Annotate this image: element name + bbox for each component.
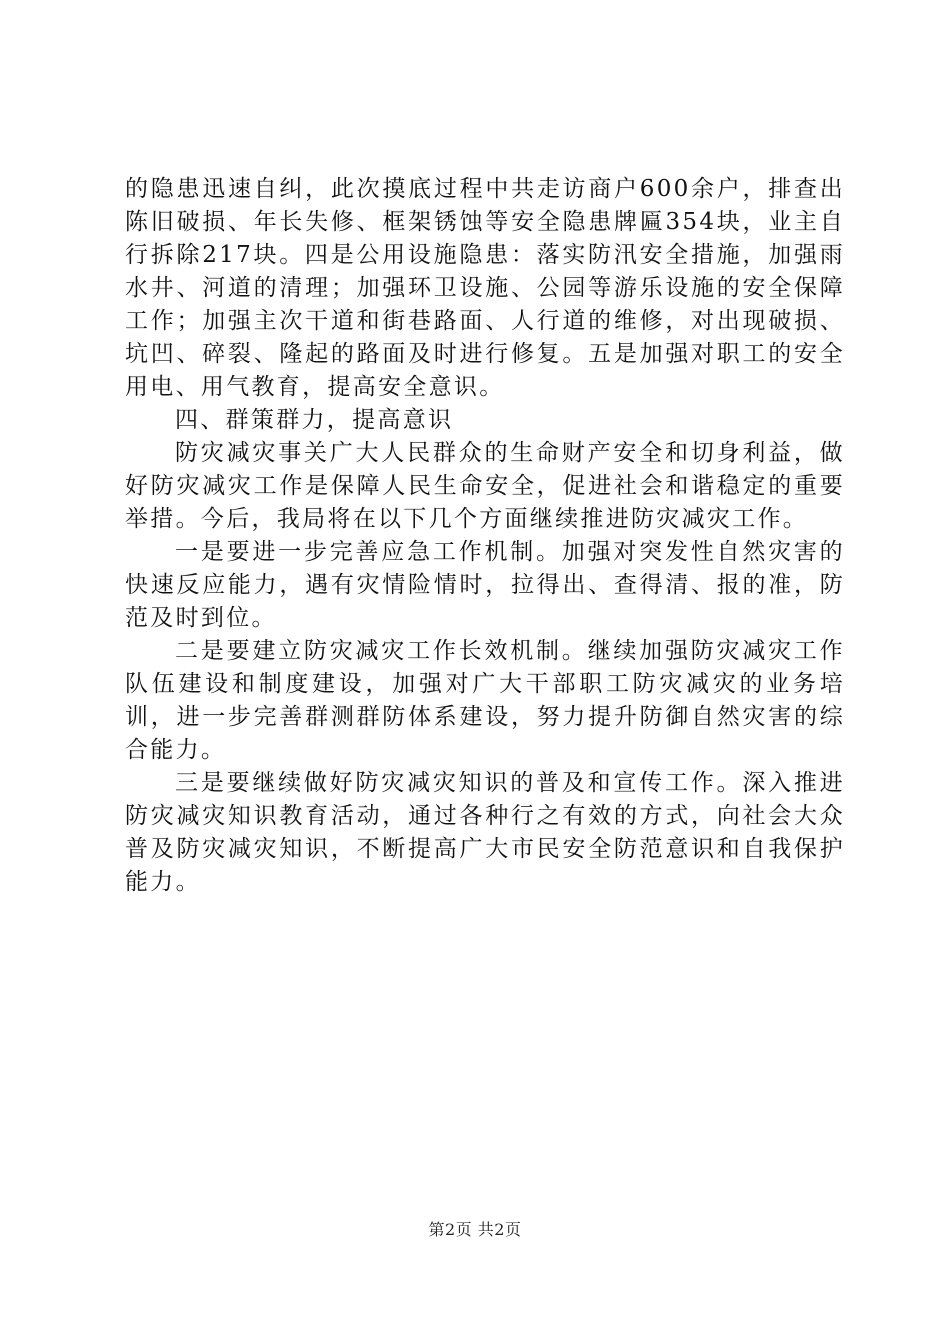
paragraph-item-1: 一是要进一步完善应急工作机制。加强对突发性自然灾害的快速反应能力，遇有灾情险情时，拉得出、查得清、报的准，防范及时到位。 bbox=[125, 539, 845, 631]
paragraph-intro: 防灾减灾事关广大人民群众的生命财产安全和切身利益，做好防灾减灾工作是保障人民生命安全，促进社会和谐稳定的重要举措。今后，我局将在以下几个方面继续推进防灾减灾工作。 bbox=[125, 440, 845, 532]
paragraph-item-2: 二是要建立防灾减灾工作长效机制。继续加强防灾减灾工作队伍建设和制度建设，加强对广大干部职工防灾减灾的业务培训，进一步完善群测群防体系建设，努力提升防御自然灾害的综合能力。 bbox=[125, 638, 845, 763]
section-heading: 四、群策群力，提高意识 bbox=[175, 407, 454, 433]
page-footer: 第2页 共2页 bbox=[428, 1220, 522, 1239]
paragraph-item-3: 三是要继续做好防灾减灾知识的普及和宣传工作。深入推进防灾减灾知识教育活动，通过各种行之有效的方式，向社会大众普及防灾减灾知识，不断提高广大市民安全防范意识和自我保护能力。 bbox=[125, 770, 845, 895]
document-body bbox=[125, 173, 845, 899]
paragraph-continuation: 的隐患迅速自纠，此次摸底过程中共走访商户600余户，排查出陈旧破损、年长失修、框架锈蚀等安全隐患牌匾354块，业主自行拆除217块。四是公用设施隐患：落实防汛安全措施，加强雨水井、河道的清理；加强环卫设施、公园等游乐设施的安全保障工作；加强主次干道和街巷路面、人行道的维修，对出现破损、坑凹、碎裂、隆起的路面及时进行修复。五是加强对职工的安全用电、用气教育，提高安全意识。 bbox=[125, 176, 845, 400]
